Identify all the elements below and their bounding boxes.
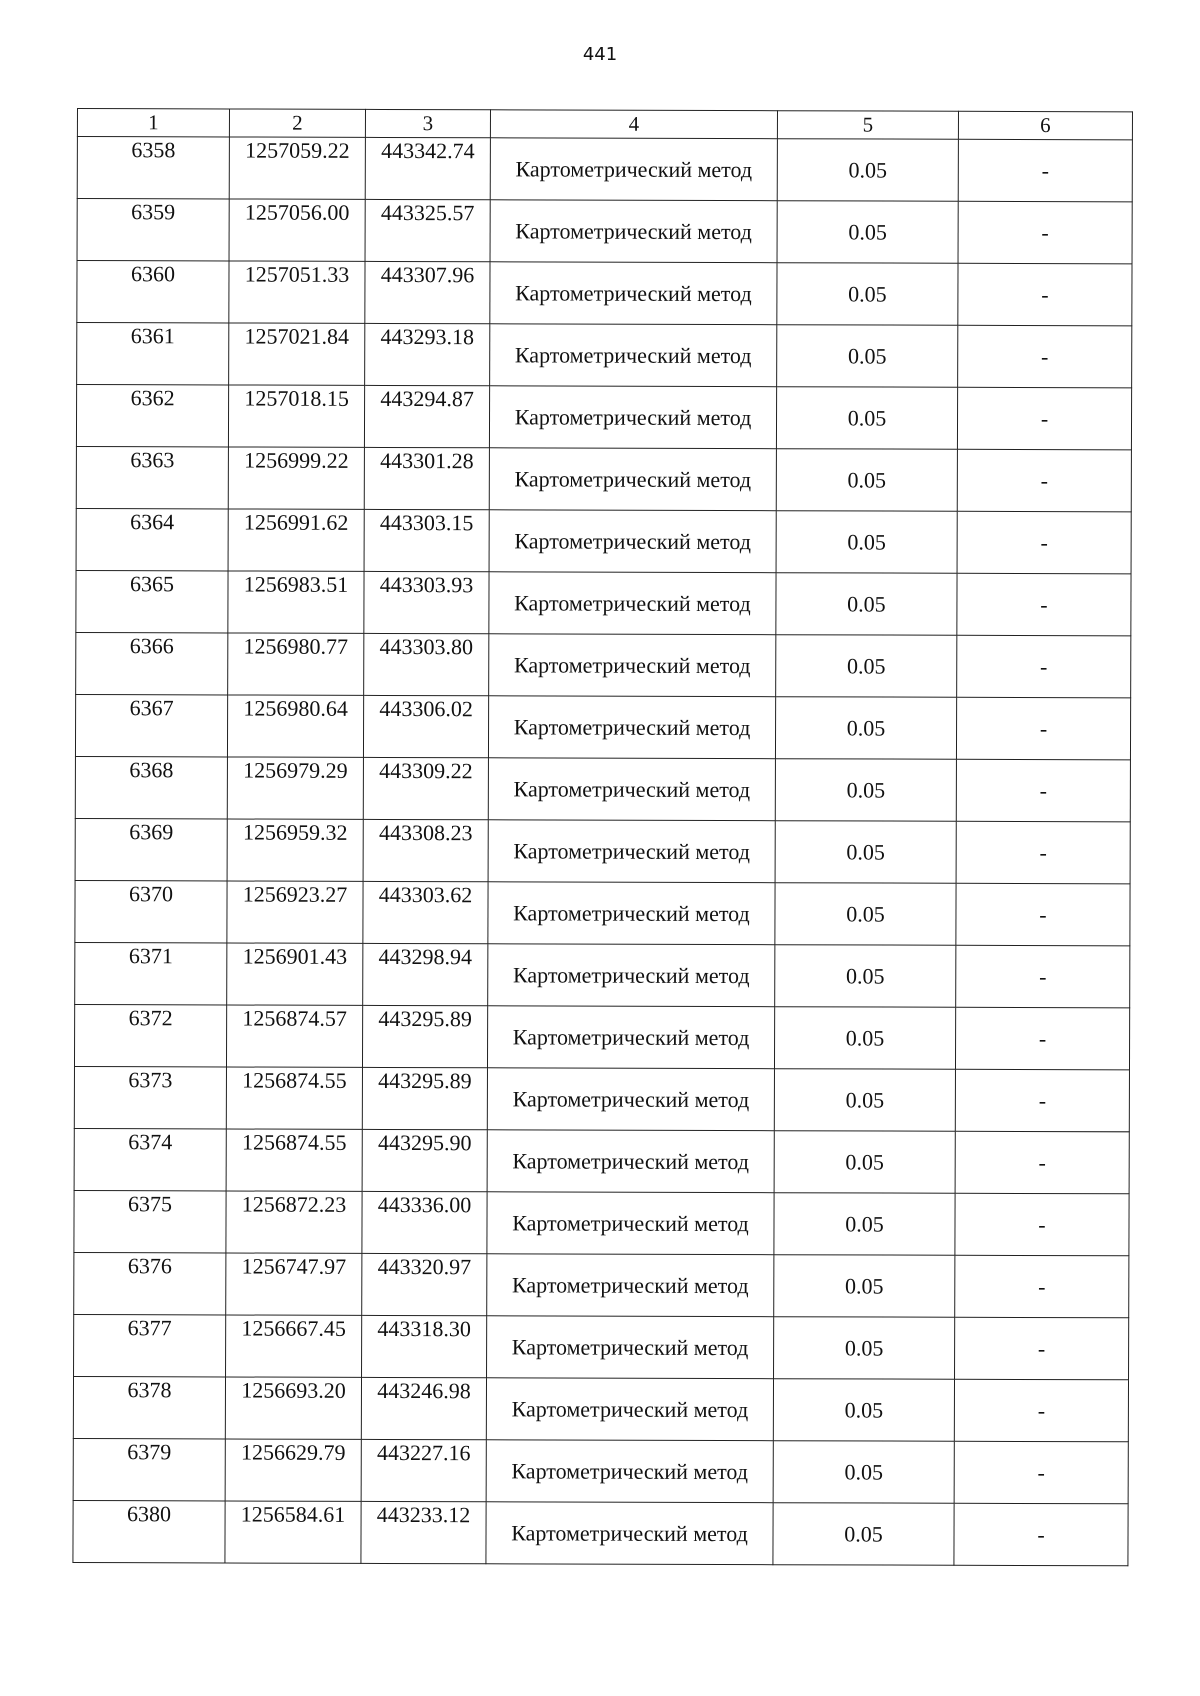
x-coordinate-cell: 1256979.29 [227,757,363,819]
x-coordinate-cell: 1256923.27 [227,881,363,943]
table-row [74,1314,1129,1379]
y-coordinate-cell: 443306.02 [363,695,488,757]
note-cell: - [957,449,1131,512]
accuracy-cell: 0.05 [776,511,957,574]
y-coordinate-cell: 443293.18 [365,323,490,385]
x-coordinate-cell: 1256874.55 [226,1129,362,1191]
note-cell: - [958,263,1132,326]
table-row [76,446,1131,511]
y-coordinate-cell: 443303.62 [363,881,488,943]
column-header-1: 1 [77,109,229,137]
point-number-cell: 6373 [74,1066,226,1128]
method-cell: Картометрический метод [490,324,777,387]
table-row [77,261,1132,326]
accuracy-cell: 0.05 [775,883,956,946]
point-number-cell: 6374 [74,1128,226,1190]
table-row [75,942,1130,1007]
method-cell: Картометрический метод [490,138,777,201]
x-coordinate-cell: 1256959.32 [227,819,363,881]
note-cell: - [957,511,1131,574]
y-coordinate-cell: 443301.28 [364,447,489,509]
method-cell: Картометрический метод [487,1316,774,1379]
method-cell: Картометрический метод [488,696,775,759]
note-cell: - [958,139,1132,202]
y-coordinate-cell: 443308.23 [363,819,488,881]
table-row [74,1128,1129,1193]
point-number-cell: 6359 [77,199,229,261]
y-coordinate-cell: 443295.90 [362,1129,487,1191]
point-number-cell: 6364 [76,508,228,570]
note-cell: - [955,1193,1129,1256]
method-cell: Картометрический метод [489,634,776,697]
column-header-3: 3 [365,109,490,137]
point-number-cell: 6379 [73,1438,225,1500]
table-row [73,1500,1128,1565]
accuracy-cell: 0.05 [776,387,957,450]
table-row [75,694,1130,759]
note-cell: - [957,573,1131,636]
accuracy-cell: 0.05 [775,821,956,884]
note-cell: - [955,1255,1129,1318]
point-number-cell: 6377 [74,1314,226,1376]
point-number-cell: 6378 [73,1376,225,1438]
accuracy-cell: 0.05 [775,945,956,1008]
column-header-6: 6 [958,111,1132,140]
method-cell: Картометрический метод [488,758,775,821]
point-number-cell: 6370 [75,880,227,942]
note-cell: - [954,1503,1128,1566]
table-row [77,199,1132,264]
accuracy-cell: 0.05 [774,1007,955,1070]
y-coordinate-cell: 443246.98 [361,1377,486,1439]
point-number-cell: 6368 [75,756,227,818]
x-coordinate-cell: 1257018.15 [228,385,364,447]
y-coordinate-cell: 443233.12 [361,1501,486,1563]
y-coordinate-cell: 443342.74 [365,137,490,199]
point-number-cell: 6366 [76,632,228,694]
note-cell: - [954,1441,1128,1504]
accuracy-cell: 0.05 [774,1069,955,1132]
y-coordinate-cell: 443318.30 [362,1315,487,1377]
method-cell: Картометрический метод [487,1130,774,1193]
note-cell: - [956,821,1130,884]
y-coordinate-cell: 443336.00 [362,1191,487,1253]
accuracy-cell: 0.05 [776,449,957,512]
accuracy-cell: 0.05 [773,1379,954,1442]
note-cell: - [955,1317,1129,1380]
note-cell: - [956,945,1130,1008]
x-coordinate-cell: 1256901.43 [227,943,363,1005]
x-coordinate-cell: 1257056.00 [229,199,365,261]
x-coordinate-cell: 1257051.33 [229,261,365,323]
method-cell: Картометрический метод [487,1254,774,1317]
method-cell: Картометрический метод [487,1192,774,1255]
table-row [74,1190,1129,1255]
x-coordinate-cell: 1257021.84 [229,323,365,385]
y-coordinate-cell: 443303.80 [364,633,489,695]
accuracy-cell: 0.05 [774,1317,955,1380]
method-cell: Картометрический метод [489,572,776,635]
column-header-2: 2 [229,109,365,137]
x-coordinate-cell: 1256584.61 [225,1501,361,1563]
x-coordinate-cell: 1256629.79 [225,1439,361,1501]
table-row [73,1438,1128,1503]
note-cell: - [954,1379,1128,1442]
method-cell: Картометрический метод [488,882,775,945]
column-header-5: 5 [777,111,958,140]
method-cell: Картометрический метод [488,944,775,1007]
method-cell: Картометрический метод [489,448,776,511]
accuracy-cell: 0.05 [777,263,958,326]
y-coordinate-cell: 443309.22 [363,757,488,819]
table-row [74,1004,1129,1069]
y-coordinate-cell: 443295.89 [362,1067,487,1129]
y-coordinate-cell: 443307.96 [365,261,490,323]
table-row [77,323,1132,388]
note-cell: - [958,201,1132,264]
x-coordinate-cell: 1256999.22 [228,447,364,509]
accuracy-cell: 0.05 [775,759,956,822]
table-row [74,1252,1129,1317]
point-number-cell: 6376 [74,1252,226,1314]
method-cell: Картометрический метод [487,1006,774,1069]
note-cell: - [955,1007,1129,1070]
x-coordinate-cell: 1256667.45 [226,1315,362,1377]
table-row [73,1376,1128,1441]
accuracy-cell: 0.05 [776,573,957,636]
note-cell: - [956,759,1130,822]
header-row [77,109,1132,140]
accuracy-cell: 0.05 [774,1255,955,1318]
x-coordinate-cell: 1256693.20 [225,1377,361,1439]
y-coordinate-cell: 443295.89 [362,1005,487,1067]
x-coordinate-cell: 1256874.57 [226,1005,362,1067]
x-coordinate-cell: 1256874.55 [226,1067,362,1129]
accuracy-cell: 0.05 [774,1131,955,1194]
point-number-cell: 6367 [75,694,227,756]
x-coordinate-cell: 1257059.22 [229,137,365,199]
point-number-cell: 6363 [76,446,228,508]
accuracy-cell: 0.05 [773,1441,954,1504]
note-cell: - [957,387,1131,450]
table-row [76,385,1131,450]
x-coordinate-cell: 1256991.62 [228,509,364,571]
y-coordinate-cell: 443227.16 [361,1439,486,1501]
point-number-cell: 6362 [76,385,228,447]
note-cell: - [957,635,1131,698]
note-cell: - [955,1069,1129,1132]
table-row [76,632,1131,697]
x-coordinate-cell: 1256980.64 [227,695,363,757]
note-cell: - [958,325,1132,388]
point-number-cell: 6365 [76,570,228,632]
note-cell: - [955,1131,1129,1194]
x-coordinate-cell: 1256747.97 [226,1253,362,1315]
y-coordinate-cell: 443303.93 [364,571,489,633]
y-coordinate-cell: 443303.15 [364,509,489,571]
accuracy-cell: 0.05 [775,697,956,760]
accuracy-cell: 0.05 [773,1503,954,1566]
method-cell: Картометрический метод [490,262,777,325]
method-cell: Картометрический метод [486,1440,773,1503]
point-number-cell: 6369 [75,818,227,880]
point-number-cell: 6380 [73,1500,225,1562]
page-number: 441 [582,44,618,65]
accuracy-cell: 0.05 [777,201,958,264]
method-cell: Картометрический метод [489,386,776,449]
method-cell: Картометрический метод [488,820,775,883]
x-coordinate-cell: 1256983.51 [228,571,364,633]
x-coordinate-cell: 1256872.23 [226,1191,362,1253]
table-row [75,818,1130,883]
point-number-cell: 6372 [74,1004,226,1066]
point-number-cell: 6360 [77,261,229,323]
note-cell: - [956,697,1130,760]
accuracy-cell: 0.05 [774,1193,955,1256]
method-cell: Картометрический метод [486,1378,773,1441]
table-row [75,756,1130,821]
accuracy-cell: 0.05 [777,139,958,202]
y-coordinate-cell: 443298.94 [363,943,488,1005]
point-number-cell: 6358 [77,137,229,199]
point-number-cell: 6371 [75,942,227,1004]
table-row [76,508,1131,573]
point-number-cell: 6361 [77,323,229,385]
accuracy-cell: 0.05 [776,635,957,698]
table-header [77,109,1132,140]
x-coordinate-cell: 1256980.77 [228,633,364,695]
y-coordinate-cell: 443325.57 [365,199,490,261]
table-row [74,1066,1129,1131]
y-coordinate-cell: 443320.97 [362,1253,487,1315]
point-number-cell: 6375 [74,1190,226,1252]
method-cell: Картометрический метод [487,1068,774,1131]
table-row [77,137,1132,202]
method-cell: Картометрический метод [489,510,776,573]
table-row [75,880,1130,945]
table-row [76,570,1131,635]
accuracy-cell: 0.05 [777,325,958,388]
coordinates-table [72,108,1133,1566]
table-body [73,137,1132,1566]
method-cell: Картометрический метод [490,200,777,263]
method-cell: Картометрический метод [486,1502,773,1565]
y-coordinate-cell: 443294.87 [364,385,489,447]
note-cell: - [956,883,1130,946]
column-header-4: 4 [490,110,777,139]
